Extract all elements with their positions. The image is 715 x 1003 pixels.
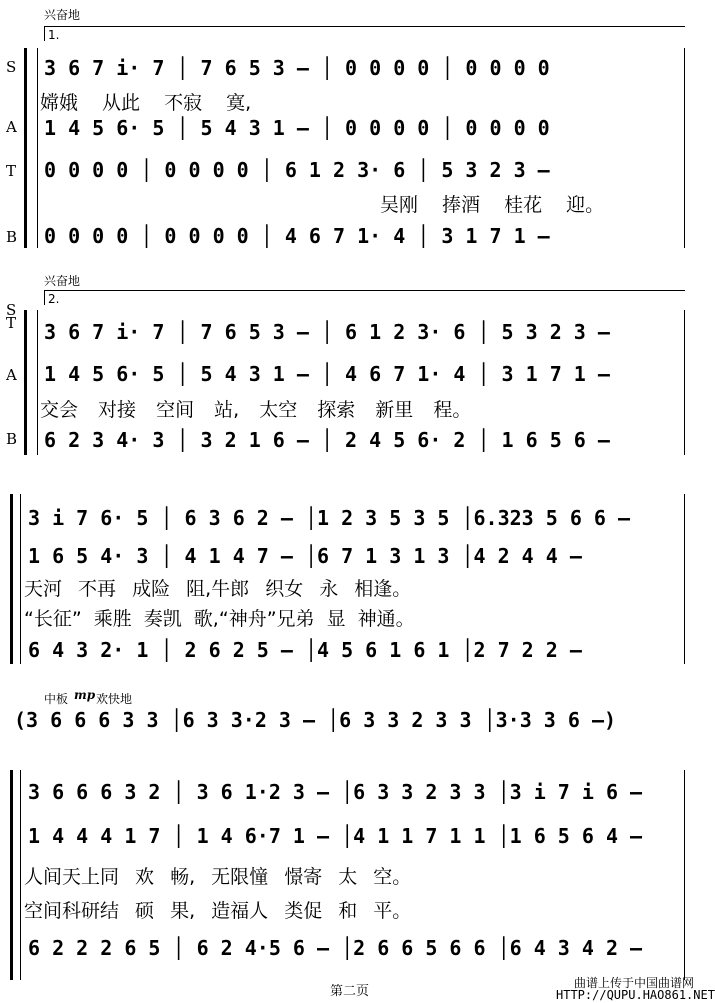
tempo-marking: 中板 (44, 692, 69, 706)
alto-notes: 1 4 4 4 1 7 │ 1 4 6·7 1 – │4 1 1 7 1 1 │1 6 5 6 4 – (28, 824, 643, 848)
verse-lyric-1: 天河 不再 成险 阻,牛郎 织女 永 相逢。 (24, 578, 412, 600)
bass-notes: 6 4 3 2· 1 │ 2 6 2 5 – │4 5 6 1 6 1 │2 7 2 2 – (28, 638, 582, 662)
volta-number: 2. (48, 292, 60, 306)
dynamic-marking: mp (74, 688, 96, 702)
system-start-line (37, 48, 38, 248)
soprano-notes: 3 6 7 i· 7 │ 7 6 5 3 – │ 0 0 0 0 │ 0 0 0 0 (44, 56, 550, 80)
part-label-st: S T (6, 301, 17, 332)
system-brace (10, 770, 13, 980)
alto-notes: 1 4 5 6· 5 │ 5 4 3 1 – │ 0 0 0 0 │ 0 0 0 0 (44, 116, 550, 140)
tempo-marking: 兴奋地 (44, 274, 81, 288)
soprano-notes: 3 i 7 6· 5 │ 6 3 6 2 – │1 2 3 5 3 5 │6.323 5 6 6 – (28, 506, 631, 530)
part-label-a: A (6, 366, 17, 384)
bass-notes: 6 2 2 2 6 5 │ 6 2 4·5 6 – │2 6 6 5 6 6 │6 4 3 4 2 – (28, 936, 643, 960)
tempo-marking: 兴奋地 (44, 8, 81, 22)
soprano-tenor-notes: 3 6 7 i· 7 │ 7 6 5 3 – │ 6 1 2 3· 6 │ 5 3 2 3 – (44, 320, 610, 344)
soprano-lyric: 嫦娥 从此 不寂 寞, (40, 92, 252, 114)
page-number: 第二页 (330, 984, 370, 999)
part-label-b: B (6, 430, 18, 448)
volta-bracket (44, 290, 685, 305)
verse-lyric-2: 空间科研结 硕 果, 造福人 类促 和 平。 (24, 900, 412, 922)
part-label-a: A (6, 118, 17, 136)
expression-marking: 欢快地 (96, 692, 133, 706)
bass-notes: 6 2 3 4· 3 │ 3 2 1 6 – │ 2 4 5 6· 2 │ 1 6 5 6 – (44, 428, 610, 452)
volta-number: 1. (48, 28, 60, 42)
system-start-line (20, 770, 21, 980)
system-brace (24, 48, 27, 248)
soprano-notes: 3 6 6 6 3 2 │ 3 6 1·2 3 – │6 3 3 2 3 3 │3 i 7 i 6 – (28, 780, 643, 804)
alto-notes: 1 4 5 6· 5 │ 5 4 3 1 – │ 4 6 7 1· 4 │ 3 1 7 1 – (44, 362, 610, 386)
interlude-notes: (3 6 6 6 3 3 │6 3 3·2 3 – │6 3 3 2 3 3 │3·3 3 6 –) (14, 708, 617, 732)
verse-lyric-1: 人间天上同 欢 畅, 无限憧 憬寄 太 空。 (24, 866, 412, 888)
tenor-lyric: 吴刚 捧酒 桂花 迎。 (380, 194, 605, 216)
system-brace (10, 494, 13, 664)
volta-bracket (44, 26, 685, 41)
system-start-line (20, 494, 21, 664)
part-label-s: S (6, 58, 17, 76)
verse-lyric-2: “长征” 乘胜 奏凯 歌,“神舟”兄弟 显 神通。 (24, 608, 415, 630)
system-end-line (684, 494, 685, 664)
alto-notes: 1 6 5 4· 3 │ 4 1 4 7 – │6 7 1 3 1 3 │4 2 4 4 – (28, 544, 582, 568)
verse-lyric: 交会 对接 空间 站, 太空 探索 新里 程。 (40, 399, 472, 421)
source-url: HTTP://QUPU.HAO861.NET (556, 988, 715, 1002)
system-end-line (684, 310, 685, 455)
source-caption: 曲谱上传于中国曲谱网 (574, 976, 695, 990)
system-end-line (684, 48, 685, 248)
system-start-line (37, 310, 38, 455)
tenor-notes: 0 0 0 0 │ 0 0 0 0 │ 6 1 2 3· 6 │ 5 3 2 3 – (44, 158, 550, 182)
bass-notes: 0 0 0 0 │ 0 0 0 0 │ 4 6 7 1· 4 │ 3 1 7 1 – (44, 224, 550, 248)
part-label-b: B (6, 228, 18, 246)
part-label-t: T (6, 162, 17, 180)
system-brace (24, 310, 27, 455)
system-end-line (684, 770, 685, 980)
